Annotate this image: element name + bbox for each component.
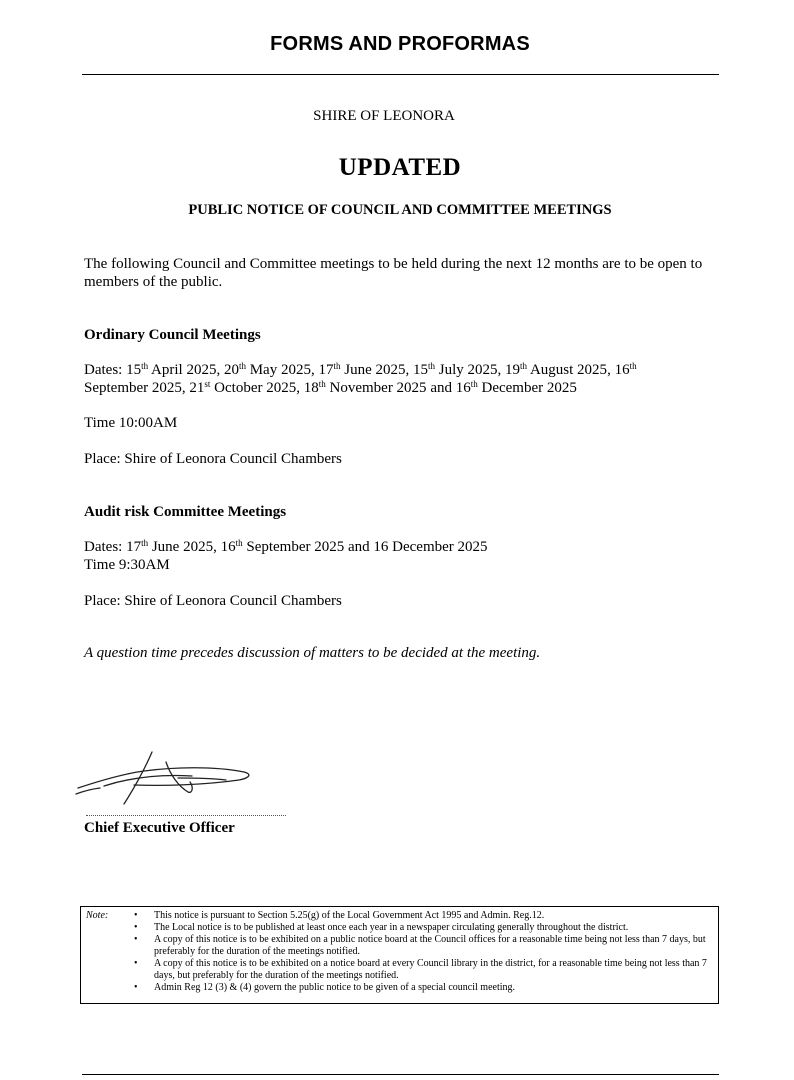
date-day: 18 (303, 380, 319, 396)
date-day: 16 (614, 362, 630, 378)
notes-label: Note: (86, 910, 109, 921)
date-rest: August 2025 (529, 362, 608, 378)
meeting-date (224, 362, 311, 378)
date-suffix: th (629, 361, 637, 371)
meeting-date (430, 380, 577, 396)
date-rest: October 2025 (214, 380, 297, 396)
date-rest: July 2025 (438, 362, 498, 378)
list-item: • The Local notice is to be published at least once each year in a newspaper circulating generally throughout the district. (134, 922, 714, 934)
date-suffix: th (427, 361, 435, 371)
notice-status: UPDATED (338, 154, 462, 181)
list-item: • Admin Reg 12 (3) & (4) govern the public notice to be given of a special council meeting. (134, 982, 714, 994)
ordinary-meetings-place: Place: Shire of Leonora Council Chambers (84, 451, 342, 467)
date-day: 19 (505, 362, 521, 378)
date-day: 20 (223, 362, 239, 378)
page-header-title: FORMS AND PROFORMAS (270, 33, 530, 55)
date-rest: December 2025 (481, 380, 577, 396)
list-item: • A copy of this notice is to be exhibited on a public notice board at the Council offices for a reasonable time being not less than 7 days, but preferably for the duration of the meetings notified. (134, 934, 714, 958)
date-suffix: th (318, 379, 326, 389)
and-word: and (430, 380, 452, 396)
date-suffix: th (141, 361, 149, 371)
organisation-name: SHIRE OF LEONORA (313, 108, 455, 124)
date-day: 16 (220, 539, 236, 555)
ordinary-dates-list: 15th April 2025, 20th May 2025, 17th June 2025, 15th July 2025, 19th August 2025, 16th September 2025, 21st October 2025, 18th November 2025 and 16th December 2025 (84, 361, 637, 396)
audit-meetings-heading: Audit risk Committee Meetings (84, 504, 287, 520)
date-rest: November 2025 (329, 380, 427, 396)
date-suffix: th (470, 379, 478, 389)
ordinary-meetings-time: Time 10:00AM (84, 415, 178, 431)
date-rest: June 2025 (344, 362, 406, 378)
notes-list (134, 910, 714, 994)
list-item: • This notice is pursuant to Section 5.25(g) of the Local Government Act 1995 and Admin. Reg.12. (134, 910, 714, 922)
date-rest: April 2025 (151, 362, 217, 378)
meeting-date (189, 380, 296, 396)
meeting-date (318, 362, 405, 378)
date-day: 16 (455, 380, 471, 396)
date-day: 17 (126, 539, 142, 555)
header-divider (82, 74, 719, 75)
notice-heading: PUBLIC NOTICE OF COUNCIL AND COMMITTEE MEETINGS (188, 202, 612, 218)
dates-label: Dates: (84, 362, 123, 378)
date-suffix: th (235, 538, 243, 548)
ordinary-meetings-heading: Ordinary Council Meetings (84, 327, 261, 343)
date-day: 21 (189, 380, 205, 396)
meeting-date (126, 362, 216, 378)
footer-divider (82, 1074, 719, 1075)
audit-meetings-place: Place: Shire of Leonora Council Chambers (84, 593, 342, 609)
date-suffix: th (141, 538, 149, 548)
intro-paragraph: The following Council and Committee meetings to be held during the next 12 months are to be open to members of the public. (84, 256, 703, 290)
date-day: 15 (412, 362, 428, 378)
notes-box (80, 906, 719, 1004)
date-rest: May 2025 (249, 362, 311, 378)
ordinary-meetings-dates (84, 361, 694, 397)
dates-label: Dates: (84, 539, 123, 555)
signature-line (86, 815, 286, 816)
meeting-date (304, 380, 427, 396)
list-item: • A copy of this notice is to be exhibited on a notice board at every Council library in the district, for a reasonable time being not less than 7 days, but preferably for the duration of the meetings notified. (134, 958, 714, 982)
date-rest: September 2025 (84, 380, 182, 396)
date-suffix: th (520, 361, 528, 371)
date-day: 15 (126, 362, 142, 378)
meeting-date (413, 362, 498, 378)
date-rest: September 2025 and 16 December 2025 (246, 539, 488, 555)
date-day: 17 (318, 362, 334, 378)
question-time-note: A question time precedes discussion of matters to be decided at the meeting. (84, 645, 541, 661)
audit-meetings-time: Time 9:30AM (84, 557, 170, 573)
date-rest: June 2025, (151, 539, 217, 555)
signatory-title: Chief Executive Officer (84, 820, 235, 836)
handwritten-signature (74, 748, 254, 808)
audit-meetings-dates (84, 538, 724, 556)
date-suffix: th (333, 361, 341, 371)
date-suffix: st (204, 379, 211, 389)
date-suffix: th (238, 361, 246, 371)
meeting-date (505, 362, 607, 378)
